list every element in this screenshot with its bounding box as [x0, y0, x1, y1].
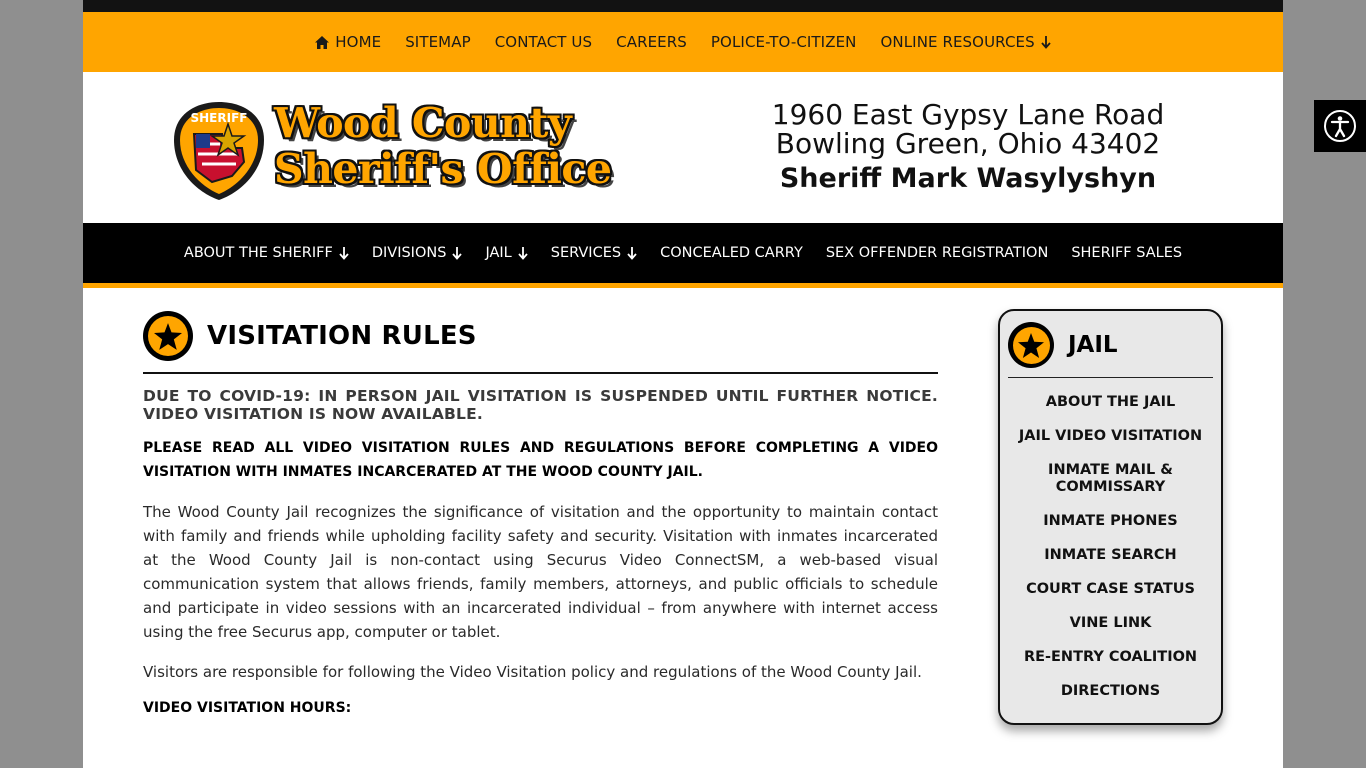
address-line-2: Bowling Green, Ohio 43402 [775, 127, 1161, 160]
nav-police-to-citizen[interactable] [711, 33, 857, 51]
sidebar-item-reentry-coalition[interactable]: RE-ENTRY COALITION [1023, 649, 1198, 665]
nav-divisions-label: DIVISIONS [371, 245, 447, 261]
accessibility-button[interactable] [1314, 100, 1366, 152]
site-header [83, 72, 1283, 223]
sheriff-name: Sheriff Mark Wasylyshyn [779, 163, 1157, 194]
title-divider [143, 372, 938, 374]
nav-online-resources-label: ONLINE RESOURCES [880, 33, 1035, 51]
nav-sales-label: SHERIFF SALES [1071, 245, 1183, 261]
nav-concealed-label: CONCEALED CARRY [660, 245, 803, 261]
intro-paragraph: The Wood County Jail recognizes the significance of visitation and the opportunity to maintain contact with family and friends while upholding facility safety and security. Visitation with inmates incarcerated at the Wood County Jail is non-contact using Securus Video ConnectSM, a web-based visual communication system that allows friends, family members, attorneys, and public officials to schedule and participate in video sessions with an incarcerated individual – from anywhere with internet access using the free Securus app, computer or tablet. [143, 503, 938, 641]
top-strip [83, 0, 1283, 12]
nav-careers[interactable] [616, 33, 687, 51]
jail-sidebar [998, 309, 1223, 725]
nav-contact-label: CONTACT US [494, 33, 593, 51]
nav-divisions[interactable] [372, 245, 463, 261]
nav-careers-label: CAREERS [616, 33, 687, 51]
sidebar-divider [1008, 377, 1213, 378]
sidebar-item-court-case-status[interactable]: COURT CASE STATUS [1026, 581, 1195, 597]
please-read-notice: PLEASE READ ALL VIDEO VISITATION RULES AND REGULATIONS BEFORE COMPLETING A VIDEO VISITATION WITH INMATES INCARCERATED AT THE WOOD COUNTY JAIL. [143, 440, 938, 480]
sidebar-title: JAIL [1068, 332, 1118, 358]
nav-about-sheriff[interactable] [184, 245, 349, 261]
main-nav [83, 223, 1283, 288]
arrow-down-icon [518, 247, 528, 260]
star-icon [143, 311, 193, 361]
brand-line-2: Sheriff's Office [274, 145, 612, 193]
title-row [143, 310, 938, 362]
responsibility-paragraph: Visitors are responsible for following the Video Visitation policy and regulations of the Wood County Jail. [143, 663, 922, 681]
arrow-down-icon [627, 247, 637, 260]
nav-sheriff-sales[interactable] [1071, 245, 1182, 261]
address-line-1: 1960 East Gypsy Lane Road [771, 98, 1165, 131]
arrow-down-icon [452, 247, 462, 260]
sidebar-item-video-visitation[interactable]: JAIL VIDEO VISITATION [1018, 428, 1203, 444]
arrow-down-icon [339, 247, 349, 260]
nav-sex-offender-registration[interactable] [826, 245, 1049, 261]
nav-jail-label: JAIL [485, 245, 512, 261]
sidebar-item-inmate-phones[interactable]: INMATE PHONES [1043, 513, 1178, 529]
nav-home[interactable] [315, 33, 381, 51]
nav-online-resources[interactable] [880, 33, 1050, 51]
nav-sex-offender-label: SEX OFFENDER REGISTRATION [825, 245, 1049, 261]
nav-sitemap[interactable] [405, 33, 471, 51]
sidebar-item-mail-commissary[interactable]: INMATE MAIL & COMMISSARY [1048, 462, 1173, 495]
page-title: VISITATION RULES [207, 321, 477, 351]
accessibility-icon [1323, 109, 1357, 143]
hours-heading: VIDEO VISITATION HOURS: [143, 700, 352, 716]
sidebar-header [1008, 322, 1213, 368]
address-block [763, 100, 1173, 198]
covid-notice: DUE TO COVID-19: IN PERSON JAIL VISITATION IS SUSPENDED UNTIL FURTHER NOTICE. VIDEO VISITATION IS NOW AVAILABLE. [143, 387, 938, 423]
arrow-down-icon [1041, 36, 1051, 49]
top-nav [83, 12, 1283, 72]
sidebar-item-directions[interactable]: DIRECTIONS [1060, 683, 1161, 699]
sheriff-badge-logo[interactable] [172, 100, 266, 202]
nav-sitemap-label: SITEMAP [405, 33, 471, 51]
badge-text: SHERIFF [190, 111, 248, 125]
home-icon [315, 36, 329, 49]
sidebar-item-vine-link[interactable]: VINE LINK [1069, 615, 1152, 631]
nav-p2c-label: POLICE-TO-CITIZEN [710, 33, 857, 51]
brand-line-1: Wood County [274, 99, 572, 147]
main-content [143, 310, 938, 716]
nav-services[interactable] [551, 245, 637, 261]
star-icon [1008, 322, 1054, 368]
nav-about-label: ABOUT THE SHERIFF [183, 245, 333, 261]
brand-logo-text[interactable] [274, 100, 611, 192]
nav-services-label: SERVICES [550, 245, 622, 261]
page [83, 0, 1283, 768]
sidebar-item-about-jail[interactable]: ABOUT THE JAIL [1045, 394, 1176, 410]
nav-home-label: HOME [335, 33, 382, 51]
nav-jail[interactable] [485, 245, 527, 261]
sidebar-menu [1000, 394, 1221, 700]
sidebar-item-inmate-search[interactable]: INMATE SEARCH [1044, 547, 1177, 563]
nav-contact[interactable] [495, 33, 592, 51]
nav-concealed-carry[interactable] [660, 245, 803, 261]
